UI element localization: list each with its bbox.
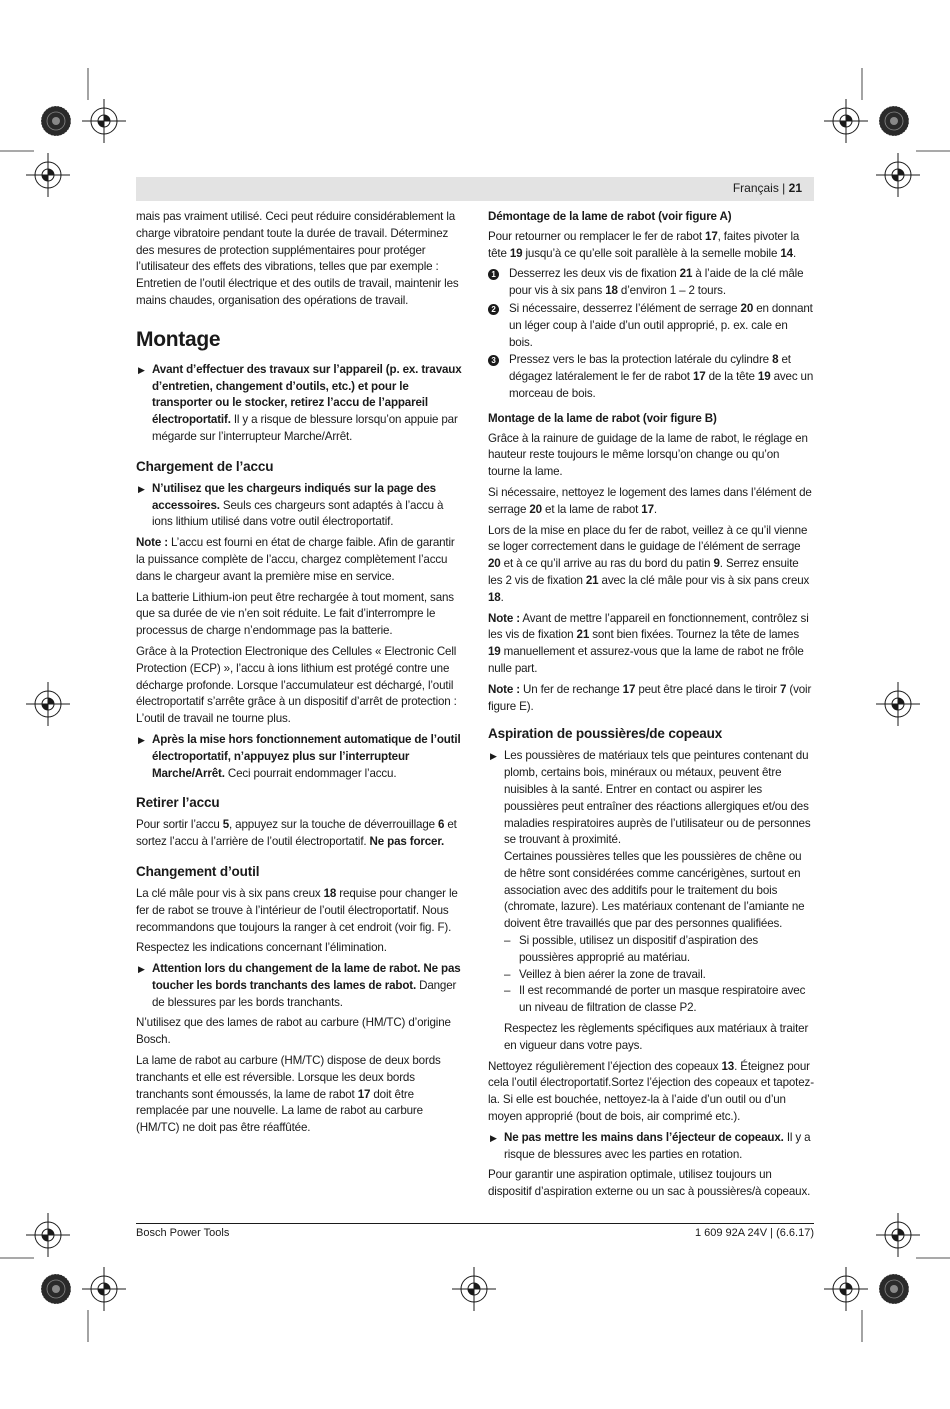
- text-run: et la lame de rabot: [541, 502, 642, 516]
- warning-montage-bold: Avant d’effectuer des travaux sur l’appareil (p. ex. travaux d’entretien, changement d’outils, etc.) et pour le transporter ou le stocker, retirez l’accu de l’appareil électroportatif.: [152, 362, 462, 427]
- warning-montage-text: Il y a risque de blessure lorsqu’on appuie par mégarde sur l’interrupteur Marche/Arrêt.: [152, 413, 458, 443]
- warning-chargeurs-bold: N’utilisez que les chargeurs indiqués sur la page des accessoires.: [152, 481, 436, 512]
- note-rechange: [488, 682, 814, 716]
- text-run: et dégagez latéralement le fer de rabot: [509, 353, 791, 384]
- note-label: Note :: [488, 611, 520, 625]
- warning-after-bold: Après la mise hors fonctionnement automatique de l’outil électroportatif, n’appuyez plus sur l’interrupteur Marche/Arrêt.: [152, 732, 461, 780]
- footer-divider: [136, 1223, 814, 1224]
- step-number-icon: 2: [488, 304, 499, 315]
- ref-number: 21: [679, 267, 693, 281]
- ref-number: 18: [488, 590, 501, 604]
- elimination-paragraph: Respectez les indications concernant l’élimination.: [136, 941, 387, 955]
- triangle-bullet-icon: ▶: [490, 751, 497, 762]
- ref-number: 14: [780, 246, 793, 260]
- ref-number: 20: [488, 557, 501, 571]
- triangle-bullet-icon: ▶: [138, 964, 145, 975]
- triangle-bullet-icon: ▶: [138, 364, 145, 375]
- emphasis: Ne pas forcer.: [369, 835, 445, 849]
- note-label: Note :: [136, 536, 168, 550]
- warning-chargeurs: [136, 481, 463, 531]
- ref-number: 21: [585, 573, 599, 587]
- ref-number: 13: [721, 1059, 735, 1073]
- warning-mains: [488, 1130, 814, 1164]
- ref-number: 6: [438, 818, 445, 832]
- text-run: Lors de la mise en place du fer de rabot, veillez à ce qu’il vienne se loger correctement dans le guidage de l’élément de serrage: [488, 523, 808, 554]
- crop-cross-top-left: [82, 99, 126, 143]
- note-charge-text: L’accu est fourni en état de charge faible. Afin de garantir la puissance complète de l’accu, chargez complètement l’accu dans le chargeur avant la première mise en service.: [136, 536, 455, 583]
- text-run: Si possible, utilisez un dispositif d’aspiration des poussières approprié au matériau.: [519, 934, 759, 964]
- text-run: (voir figure E).: [488, 682, 812, 713]
- reversible-paragraph: [136, 1053, 463, 1137]
- section-title-chargement: Chargement de l’accu: [136, 458, 274, 474]
- dash-item: [488, 967, 814, 984]
- warning-poussieres: [488, 748, 814, 849]
- right-column: [488, 209, 814, 1205]
- section-title-aspiration: Aspiration de poussières/de copeaux: [488, 726, 723, 742]
- color-target-top-right: [879, 106, 909, 136]
- demontage-paragraph: [488, 229, 814, 263]
- ref-number: 9: [713, 557, 720, 571]
- header-language: Français: [732, 181, 779, 195]
- retirer-paragraph: [136, 817, 463, 851]
- page-header: [733, 181, 802, 195]
- warning-lame: [136, 961, 463, 1011]
- ref-number: 18: [605, 284, 618, 298]
- footer-code: 1 609 92A 24V | (6.6.17): [694, 1227, 814, 1239]
- text-run: jusqu’à ce qu’elle soit parallèle à la semelle mobile: [522, 246, 781, 260]
- crop-cross-left-upper: [26, 153, 70, 197]
- text-run: . Serrez ensuite les 2 vis de fixation: [488, 557, 799, 587]
- ref-number: 20: [529, 502, 542, 516]
- dash-item: [488, 983, 814, 1017]
- left-column: [136, 209, 463, 1141]
- note-label: Note :: [488, 682, 520, 696]
- aspiration-optimale-paragraph: Pour garantir une aspiration optimale, utilisez toujours un dispositif d’aspiration externe ou un sac à poussières/à copeaux.: [488, 1168, 811, 1199]
- step-3: [488, 352, 814, 402]
- ref-number: 17: [692, 370, 706, 384]
- ref-number: 19: [488, 645, 501, 659]
- step-number-icon: 3: [488, 355, 499, 366]
- warning-lame-text: Danger de blessures par les bords tranchants.: [152, 978, 457, 1009]
- page-number: 21: [788, 181, 802, 195]
- text-run: .: [653, 502, 657, 516]
- text-run: , faites pivoter la tête: [488, 229, 800, 260]
- warning-lame-bold: Attention lors du changement de la lame de rabot. Ne pas toucher les bords tranchants des lames de rabot.: [152, 962, 461, 992]
- text-run: Un fer de rechange: [519, 682, 623, 696]
- intro-paragraph: mais pas vraiment utilisé. Ceci peut réduire considérablement la charge vibratoire pendant toute la durée de travail. Déterminez des mesures de protection supplémentaires pour protéger l’utilisateur des effets des vibrations, telles que par exemple : Entretien de l’outil électrique et des outils de travail, maintenir les mains chaudes, organisation des opérations de travail.: [136, 210, 459, 307]
- text-run: . Éteignez pour cela l’outil électroportatif.Sortez l’éjection des copeaux et tapotez-la. Si elle est bouchée, nettoyez-la à l’aide d’un outil ou d’un moyen approprié (bout de bois, air comprimé etc.).: [488, 1059, 814, 1124]
- text-run: Veillez à bien aérer la zone de travail.: [519, 967, 706, 981]
- text-run: Pour retourner ou remplacer le fer de rabot: [488, 229, 706, 243]
- text-run: , appuyez sur la touche de déverrouillage: [229, 818, 438, 832]
- warning-chargeurs-text: Seuls ces chargeurs sont adaptés à l’accu à ions lithium utilisé dans votre outil électroportatif.: [152, 498, 444, 529]
- mise-en-place-paragraph: [488, 523, 814, 607]
- changement-paragraph: [136, 886, 463, 936]
- crop-cross-bottom-right: [824, 1267, 868, 1311]
- text-run: de la tête: [705, 370, 758, 384]
- footer-brand: Bosch Power Tools: [136, 1227, 230, 1239]
- ref-number: 17: [641, 502, 654, 516]
- nettoyage-logement-paragraph: [488, 485, 814, 519]
- ref-number: 19: [757, 370, 771, 384]
- text-run: Si nécessaire, nettoyez le logement des lames dans l’élément de serrage: [488, 485, 812, 516]
- text-run: et à ce qu’il arrive au ras du bord du patin: [500, 557, 714, 571]
- text-run: Nettoyez régulièrement l’éjection des copeaux: [488, 1059, 722, 1073]
- text-run: d’environ 1 – 2 tours.: [617, 284, 726, 298]
- text-run: Les poussières de matériaux tels que peintures contenant du plomb, certains bois, minéraux ou métaux, peuvent être nuisibles à la santé. Entrer en contact ou aspirer les poussières peut entraîner des réactions allergiques et/ou des maladies respiratoires auprès de l’utilisateur ou de personnes se trouvant à proximité.: [504, 749, 811, 847]
- step-2: [488, 301, 814, 351]
- section-title-montage-lame: Montage de la lame de rabot (voir figure B): [488, 411, 717, 425]
- page-header-bar: [136, 177, 814, 201]
- lithium-paragraph: La batterie Lithium-ion peut être rechargée à tout moment, sans que sa durée de vie n’en soit réduite. Le fait d’interrompre le processus de charge n’endommage pas la batterie.: [136, 590, 454, 638]
- dash-mark: –: [504, 984, 511, 998]
- section-title-demontage: Démontage de la lame de rabot (voir figure A): [488, 210, 732, 223]
- text-run: La clé mâle pour vis à six pans creux: [136, 886, 324, 900]
- dash-item: [488, 933, 814, 967]
- note-controle: [488, 611, 814, 678]
- header-separator: |: [782, 181, 786, 195]
- warning-mains-text: Il y a risque de blessures avec les parties en rotation.: [504, 1130, 811, 1161]
- text-run: requise pour changer le fer de rabot se trouve à l’intérieur de l’outil électroportatif. Nous recommandons que toujours la ranger à cet endroit (voir fig. F).: [136, 886, 458, 934]
- step-1: [488, 266, 814, 300]
- triangle-bullet-icon: ▶: [490, 1132, 497, 1143]
- warning-montage: [136, 362, 463, 446]
- crop-cross-top-right: [824, 99, 868, 143]
- ref-number: 17: [357, 1087, 371, 1101]
- ref-number: 7: [779, 682, 787, 696]
- text-run: Avant de mettre l’appareil en fonctionnement, contrôlez si les vis de fixation: [488, 611, 809, 642]
- step-number-icon: 1: [488, 269, 499, 280]
- text-run: Si nécessaire, desserrez l’élément de serrage: [509, 301, 741, 315]
- text-run: et sortez l’accu à l’arrière de l’outil électroportatif.: [136, 818, 457, 849]
- triangle-bullet-icon: ▶: [138, 734, 145, 745]
- text-run: manuellement et assurez-vous que la lame de rabot ne frôle nulle part.: [488, 645, 804, 675]
- crop-cross-right-middle: [876, 682, 920, 726]
- text-run: sont bien fixées. Tournez la tête de lames: [589, 628, 800, 642]
- text-run: Pressez vers le bas la protection latérale du cylindre: [509, 353, 773, 367]
- ecp-paragraph: Grâce à la Protection Electronique des Cellules « Electronic Cell Protection (ECP) », l’accu à ions lithium est protégé contre une décharge profonde. Lorsque l’accumulateur est déchargé, l’outil électroportatif s’arrête grâce à un dispositif d’arrêt de protection : L’outil de travail ne tourne plus.: [136, 644, 457, 726]
- text-run: en donnant un léger coup à l’aide d’un outil approprié, p. ex. cale en bois.: [509, 301, 813, 349]
- ref-number: 20: [740, 301, 754, 315]
- text-run: Pour sortir l’accu: [136, 818, 223, 832]
- text-run: La lame de rabot au carbure (HM/TC) dispose de deux bords tranchants et elle est réversible. Lorsque les deux bords tranchants sont émoussés, la lame de rabot: [136, 1054, 441, 1101]
- ref-number: 18: [323, 886, 337, 900]
- note-charge: [136, 535, 463, 585]
- crop-cross-right-upper: [876, 153, 920, 197]
- crop-cross-left-lower: [26, 1213, 70, 1257]
- ref-number: 21: [576, 628, 590, 642]
- triangle-bullet-icon: ▶: [138, 483, 145, 494]
- section-title-montage: Montage: [136, 327, 221, 351]
- carbure-paragraph: N’utilisez que des lames de rabot au carbure (HM/TC) d’origine Bosch.: [136, 1016, 451, 1047]
- crop-cross-right-lower: [876, 1213, 920, 1257]
- guidage-paragraph: Grâce à la rainure de guidage de la lame de rabot, le réglage en hauteur reste toujours le même lorsqu’on change ou qu’on tourne la lame.: [488, 431, 808, 479]
- warning-mains-bold: Ne pas mettre les mains dans l’éjecteur de copeaux.: [504, 1130, 784, 1144]
- nettoyage-ejection-paragraph: [488, 1059, 814, 1126]
- ref-number: 19: [509, 246, 523, 260]
- reglements-paragraph: Respectez les règlements spécifiques aux matériaux à traiter en vigueur dans votre pays.: [504, 1022, 809, 1052]
- ref-number: 5: [222, 818, 230, 832]
- text-run: peut être placé dans le tiroir: [635, 682, 780, 696]
- color-target-bottom-right: [879, 1274, 909, 1304]
- text-run: .: [500, 590, 504, 604]
- text-run: à l’aide de la clé mâle pour vis à six pans: [509, 267, 804, 298]
- text-run: avec la clé mâle pour vis à six pans creux: [598, 573, 810, 587]
- text-run: Il est recommandé de porter un masque respiratoire avec un niveau de filtration de classe P2.: [519, 984, 806, 1015]
- ref-number: 8: [772, 353, 779, 367]
- section-title-retirer: Retirer l’accu: [136, 795, 220, 811]
- dash-mark: –: [504, 967, 511, 981]
- section-title-changement: Changement d’outil: [136, 863, 260, 879]
- color-target-top-left: [41, 106, 71, 136]
- color-target-bottom-left: [41, 1274, 71, 1304]
- crop-cross-bottom-center: [452, 1267, 496, 1311]
- text-run: avec un morceau de bois.: [509, 370, 814, 400]
- dash-mark: –: [504, 934, 511, 948]
- warning-after-text: Ceci pourrait endommager l’accu.: [224, 766, 397, 780]
- text-run: Desserrez les deux vis de fixation: [509, 267, 680, 281]
- text-run: .: [792, 246, 797, 260]
- cancerigenes-paragraph: Certaines poussières telles que les poussières de chêne ou de hêtre sont considérées comme cancérigènes, surtout en association avec des additifs pour le traitement du bois (chromate, lazure). Les matériaux contenant de l’amiante ne doivent être travaillés que par des personnes qualifiées.: [504, 850, 805, 931]
- crop-cross-bottom-left: [82, 1267, 126, 1311]
- text-run: doit être remplacée par une nouvelle. La lame de rabot au carbure (HM/TC) ne doit pas être réaffûtée.: [136, 1087, 423, 1135]
- warning-after-stop: [136, 732, 463, 782]
- crop-cross-left-middle: [26, 682, 70, 726]
- ref-number: 17: [622, 682, 636, 696]
- ref-number: 17: [705, 229, 718, 243]
